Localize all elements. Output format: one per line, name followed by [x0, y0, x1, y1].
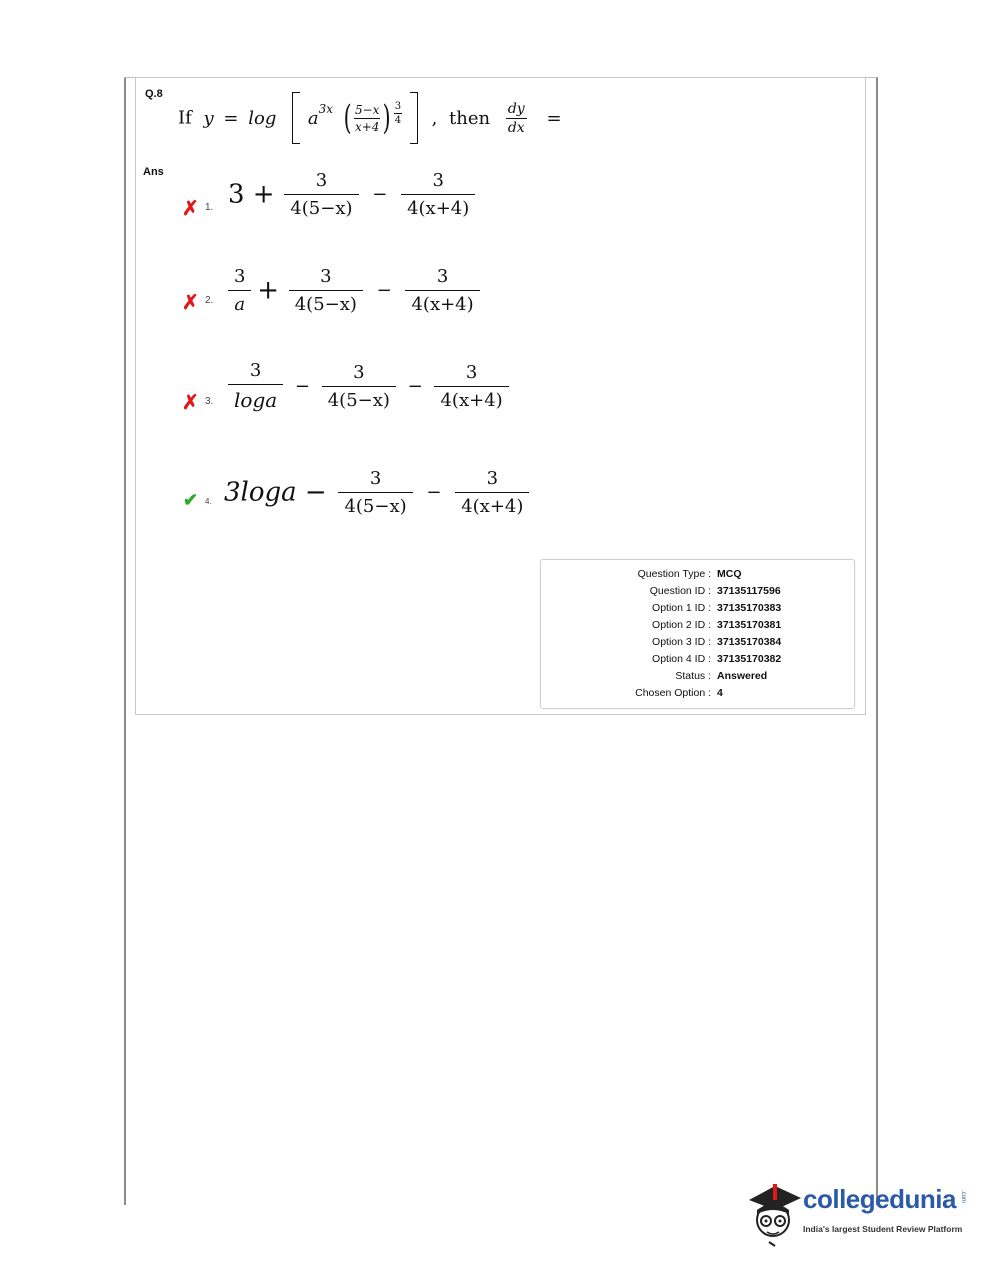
brand-tagline: India's largest Student Review Platform — [803, 1224, 963, 1234]
fraction-numerator: 3 — [432, 170, 444, 191]
option-1-expression — [228, 170, 475, 219]
option-2-term1 — [289, 266, 363, 315]
derivative-frac — [506, 101, 527, 136]
fraction-numerator: 3 — [353, 361, 365, 383]
fraction-numerator: 3 — [249, 360, 262, 381]
wrong-mark-icon: ✗ — [182, 198, 199, 220]
question-tail-equals: = — [546, 107, 562, 129]
option-3-term1 — [322, 362, 396, 411]
option-4-term2 — [455, 468, 529, 517]
info-value: 37135170383 — [717, 602, 782, 614]
option-number: 2. — [205, 295, 214, 306]
info-value: 4 — [717, 687, 723, 699]
inner-den: x+4 — [354, 119, 380, 134]
info-value: Answered — [717, 670, 768, 682]
derivative-den: dx — [507, 119, 525, 136]
question-equals: = — [223, 107, 239, 129]
info-value: 37135170381 — [717, 619, 782, 631]
fraction-numerator: 3 — [320, 266, 332, 287]
question-info-box — [540, 559, 855, 709]
option-1-term2 — [401, 170, 475, 219]
fraction-denominator: 4(5−x) — [338, 492, 412, 517]
option-2-plus: + — [257, 275, 279, 306]
outer-exp-frac — [394, 101, 402, 126]
fraction-numerator: 3 — [465, 361, 478, 383]
option-1-term1 — [284, 170, 358, 219]
question-base: a — [307, 107, 319, 129]
option-2-expression — [228, 266, 480, 315]
option-3-expression — [228, 360, 509, 412]
option-3-minus: − — [407, 375, 423, 397]
paren-right: ) — [383, 98, 392, 138]
option-4-term1 — [338, 468, 412, 517]
question-prefix: If — [178, 107, 192, 129]
info-value: 37135170382 — [717, 653, 782, 665]
wrong-mark-icon: ✗ — [182, 292, 199, 314]
info-value: 37135117596 — [717, 585, 781, 597]
option-3-term2 — [434, 362, 508, 411]
option-2-minus: − — [376, 280, 392, 301]
fraction-denominator: 4(5−x) — [322, 386, 396, 411]
option-2-term2 — [405, 266, 479, 315]
question-inner-frac — [354, 103, 380, 134]
option-3-a-frac — [228, 360, 283, 412]
outer-exp-den: 4 — [394, 115, 402, 126]
question-number: Q.8 — [145, 88, 163, 100]
mascot-icon — [745, 1180, 801, 1250]
option-number: 4. — [205, 497, 212, 506]
fraction-denominator: 4(x+4) — [434, 386, 508, 411]
wrong-mark-icon: ✗ — [182, 392, 199, 414]
option-1-lead: 3 + — [228, 179, 275, 210]
info-label: Chosen Option : — [635, 687, 711, 699]
brand-name: collegedunia — [803, 1184, 956, 1214]
question-log: log — [248, 107, 277, 129]
option-4-lead: 3loga − — [224, 477, 327, 508]
fraction-denominator: 4(5−x) — [284, 194, 358, 219]
info-label: Option 2 ID : — [652, 619, 711, 631]
option-number: 1. — [205, 202, 214, 213]
correct-check-icon: ✔ — [183, 490, 199, 510]
option-3-minus1: − — [294, 375, 310, 397]
derivative-num: dy — [507, 100, 525, 117]
option-1-minus: − — [372, 184, 388, 205]
question-comma: , — [431, 107, 438, 129]
right-bracket — [410, 92, 418, 144]
fraction-denominator: 4(5−x) — [289, 290, 363, 315]
question-then: then — [449, 107, 491, 129]
fraction-numerator: 3 — [486, 468, 499, 489]
option-2-a-frac — [228, 266, 251, 315]
info-label: Option 1 ID : — [652, 602, 711, 614]
option-4-expression — [224, 468, 529, 517]
info-label: Option 3 ID : — [652, 636, 711, 648]
info-label: Question ID : — [649, 585, 711, 597]
left-border — [124, 77, 126, 1205]
question-text — [178, 92, 562, 152]
outer-exp-num: 3 — [394, 101, 402, 112]
info-value: 37135170384 — [717, 636, 782, 648]
right-border — [876, 77, 878, 1205]
fraction-denominator: loga — [228, 384, 283, 412]
option-number: 3. — [205, 396, 214, 407]
answer-label: Ans — [143, 166, 164, 178]
left-bracket — [292, 92, 300, 144]
fraction-numerator: 3 — [436, 266, 449, 287]
info-value: MCQ — [717, 568, 742, 580]
info-label: Question Type : — [637, 568, 711, 580]
paren-left: ( — [343, 98, 352, 138]
fraction-numerator: 3 — [315, 170, 328, 191]
question-exp: 3x — [318, 102, 333, 116]
fraction-denominator: 4(x+4) — [401, 194, 475, 219]
inner-num: 5−x — [354, 102, 380, 117]
fraction-numerator: 3 — [234, 266, 246, 287]
fraction-denominator: 4(x+4) — [455, 492, 529, 517]
brand-domain: .com — [960, 1190, 966, 1204]
info-label: Option 4 ID : — [652, 653, 711, 665]
info-label: Status : — [675, 670, 711, 682]
option-4-minus: − — [426, 482, 442, 503]
fraction-denominator: a — [228, 290, 251, 315]
fraction-denominator: 4(x+4) — [405, 290, 479, 315]
fraction-numerator: 3 — [369, 468, 382, 489]
question-y: y — [203, 107, 214, 129]
collegedunia-logo — [745, 1180, 985, 1250]
